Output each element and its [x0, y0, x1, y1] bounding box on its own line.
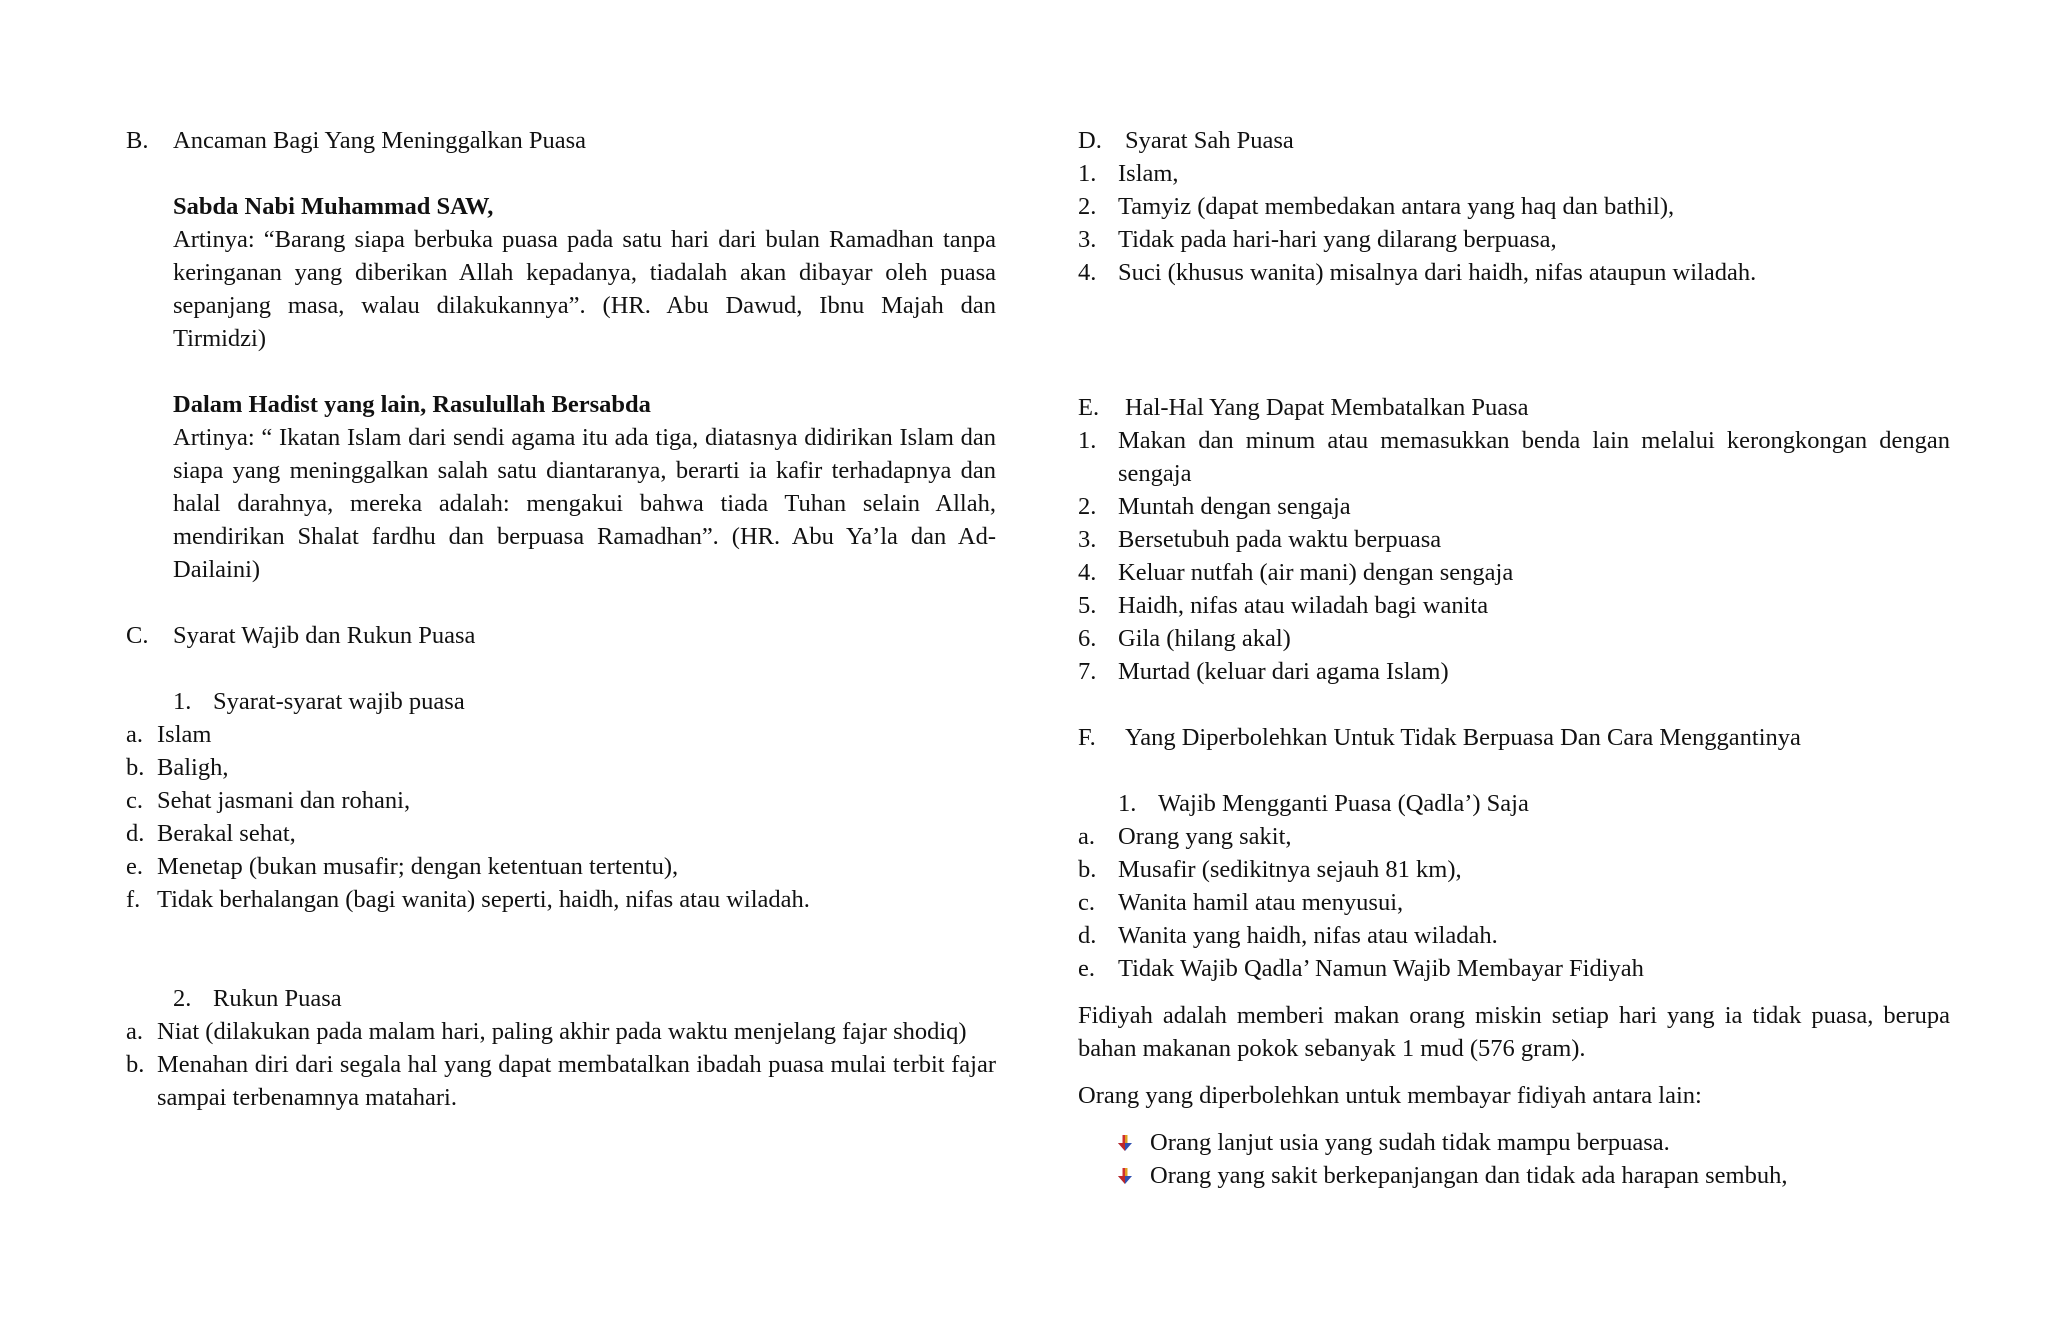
list-item: 1. Makan dan minum atau memasukkan benda lain melalui kerongkongan dengan sengaja	[1078, 427, 1950, 487]
list-item: e. Menetap (bukan musafir; dengan ketentuan tertentu),	[126, 853, 679, 880]
section-c-heading	[126, 619, 996, 652]
subsection-title: Wajib Mengganti Puasa (Qadla’) Saja	[1158, 790, 1529, 817]
list-item: e. Tidak Wajib Qadla’ Namun Wajib Membayar Fidiyah	[1078, 955, 1644, 982]
list-number: 1.	[173, 688, 192, 715]
list-item: 2. Muntah dengan sengaja	[1078, 493, 1351, 520]
list-item: f. Tidak berhalangan (bagi wanita) seperti, haidh, nifas atau wiladah.	[126, 886, 810, 913]
section-title: Syarat Sah Puasa	[1125, 127, 1294, 154]
list-item: a. Islam	[126, 721, 212, 748]
list-item: 7. Murtad (keluar dari agama Islam)	[1078, 658, 1449, 685]
section-e-heading	[1078, 391, 1950, 424]
list-item: 5. Haidh, nifas atau wiladah bagi wanita	[1078, 592, 1489, 619]
list-item: a. Niat (dilakukan pada malam hari, paling akhir pada waktu menjelang fajar shodiq)	[126, 1018, 967, 1045]
wajib-qadla-list	[1078, 820, 1950, 985]
hadith-paragraph-2: Artinya: “ Ikatan Islam dari sendi agama itu ada tiga, diatasnya didirikan Islam dan siapa yang meninggalkan salah satu diantaranya, berarti ia kafir terhadapnya dan halal darahnya, mereka adalah: mengakui bahwa tiada Tuhan selain Allah, mendirikan Shalat fardhu dan berpuasa Ramadhan”. (HR. Abu Ya’la dan Ad-Dailaini)	[173, 424, 996, 583]
section-title: Hal-Hal Yang Dapat Membatalkan Puasa	[1125, 394, 1529, 421]
pembatal-puasa-list	[1078, 424, 1950, 688]
list-item: b. Menahan diri dari segala hal yang dapat membatalkan ibadah puasa mulai terbit fajar sampai terbenamnya matahari.	[126, 1051, 996, 1111]
list-item: Orang yang sakit berkepanjangan dan tidak ada harapan sembuh,	[1116, 1159, 1950, 1192]
list-item: a. Orang yang sakit,	[1078, 823, 1292, 850]
hadith-heading-2: Dalam Hadist yang lain, Rasulullah Bersabda	[173, 391, 651, 418]
list-item: c. Sehat jasmani dan rohani,	[126, 787, 411, 814]
fidiyah-definition: Fidiyah adalah memberi makan orang miskin setiap hari yang ia tidak puasa, berupa bahan makanan pokok sebanyak 1 mud (576 gram).	[1078, 1002, 1950, 1062]
list-item: 3. Bersetubuh pada waktu berpuasa	[1078, 526, 1442, 553]
syarat-wajib-list	[126, 718, 996, 916]
list-item: d. Berakal sehat,	[126, 820, 296, 847]
subsection-title: Syarat-syarat wajib puasa	[213, 688, 465, 715]
syarat-sah-list	[1078, 157, 1950, 289]
section-title: Yang Diperbolehkan Untuk Tidak Berpuasa Dan Cara Menggantinya	[1125, 724, 1801, 751]
section-d-heading	[1078, 124, 1950, 157]
fidiyah-list	[1116, 1126, 1950, 1192]
list-item: c. Wanita hamil atau menyusui,	[1078, 889, 1404, 916]
list-item: 4. Keluar nutfah (air mani) dengan sengaja	[1078, 559, 1514, 586]
list-item: 6. Gila (hilang akal)	[1078, 625, 1291, 652]
rukun-puasa-list	[126, 1015, 996, 1114]
list-item: b. Baligh,	[126, 754, 229, 781]
list-item: Orang lanjut usia yang sudah tidak mampu berpuasa.	[1116, 1126, 1950, 1159]
arrow-down-bullet-icon	[1116, 1134, 1150, 1152]
section-letter: F.	[1078, 724, 1096, 751]
hadith-heading-1: Sabda Nabi Muhammad SAW,	[173, 193, 494, 220]
list-item: 3. Tidak pada hari-hari yang dilarang berpuasa,	[1078, 226, 1557, 253]
subsection-wajib-qadla	[1118, 787, 1950, 820]
list-item: 2. Tamyiz (dapat membedakan antara yang haq dan bathil),	[1078, 193, 1675, 220]
subsection-title: Rukun Puasa	[213, 985, 342, 1012]
section-title: Syarat Wajib dan Rukun Puasa	[173, 622, 476, 649]
hadith-paragraph-1: Artinya: “Barang siapa berbuka puasa pada satu hari dari bulan Ramadhan tanpa keringanan yang diberikan Allah kepadanya, tiadalah akan dibayar oleh puasa sepanjang masa, walau dilakukannya”. (HR. Abu Dawud, Ibnu Majah dan Tirmidzi)	[173, 226, 996, 352]
section-letter: D.	[1078, 127, 1102, 154]
subsection-syarat-wajib	[173, 685, 996, 718]
list-item: b. Musafir (sedikitnya sejauh 81 km),	[1078, 856, 1462, 883]
list-item: 4. Suci (khusus wanita) misalnya dari haidh, nifas ataupun wiladah.	[1078, 259, 1757, 286]
section-letter: C.	[126, 622, 149, 649]
section-letter: E.	[1078, 394, 1100, 421]
section-letter: B.	[126, 127, 149, 154]
section-title: Ancaman Bagi Yang Meninggalkan Puasa	[173, 127, 587, 154]
left-column	[126, 124, 996, 1114]
section-f-heading	[1078, 721, 1950, 754]
right-column	[1078, 124, 1950, 1192]
fidiyah-intro: Orang yang diperbolehkan untuk membayar fidiyah antara lain:	[1078, 1082, 1702, 1109]
list-number: 1.	[1118, 790, 1137, 817]
subsection-rukun-puasa	[173, 982, 996, 1015]
section-b-heading	[126, 124, 996, 157]
arrow-down-bullet-icon	[1116, 1167, 1150, 1185]
list-item: d. Wanita yang haidh, nifas atau wiladah.	[1078, 922, 1498, 949]
list-number: 2.	[173, 985, 192, 1012]
list-item: 1. Islam,	[1078, 160, 1179, 187]
